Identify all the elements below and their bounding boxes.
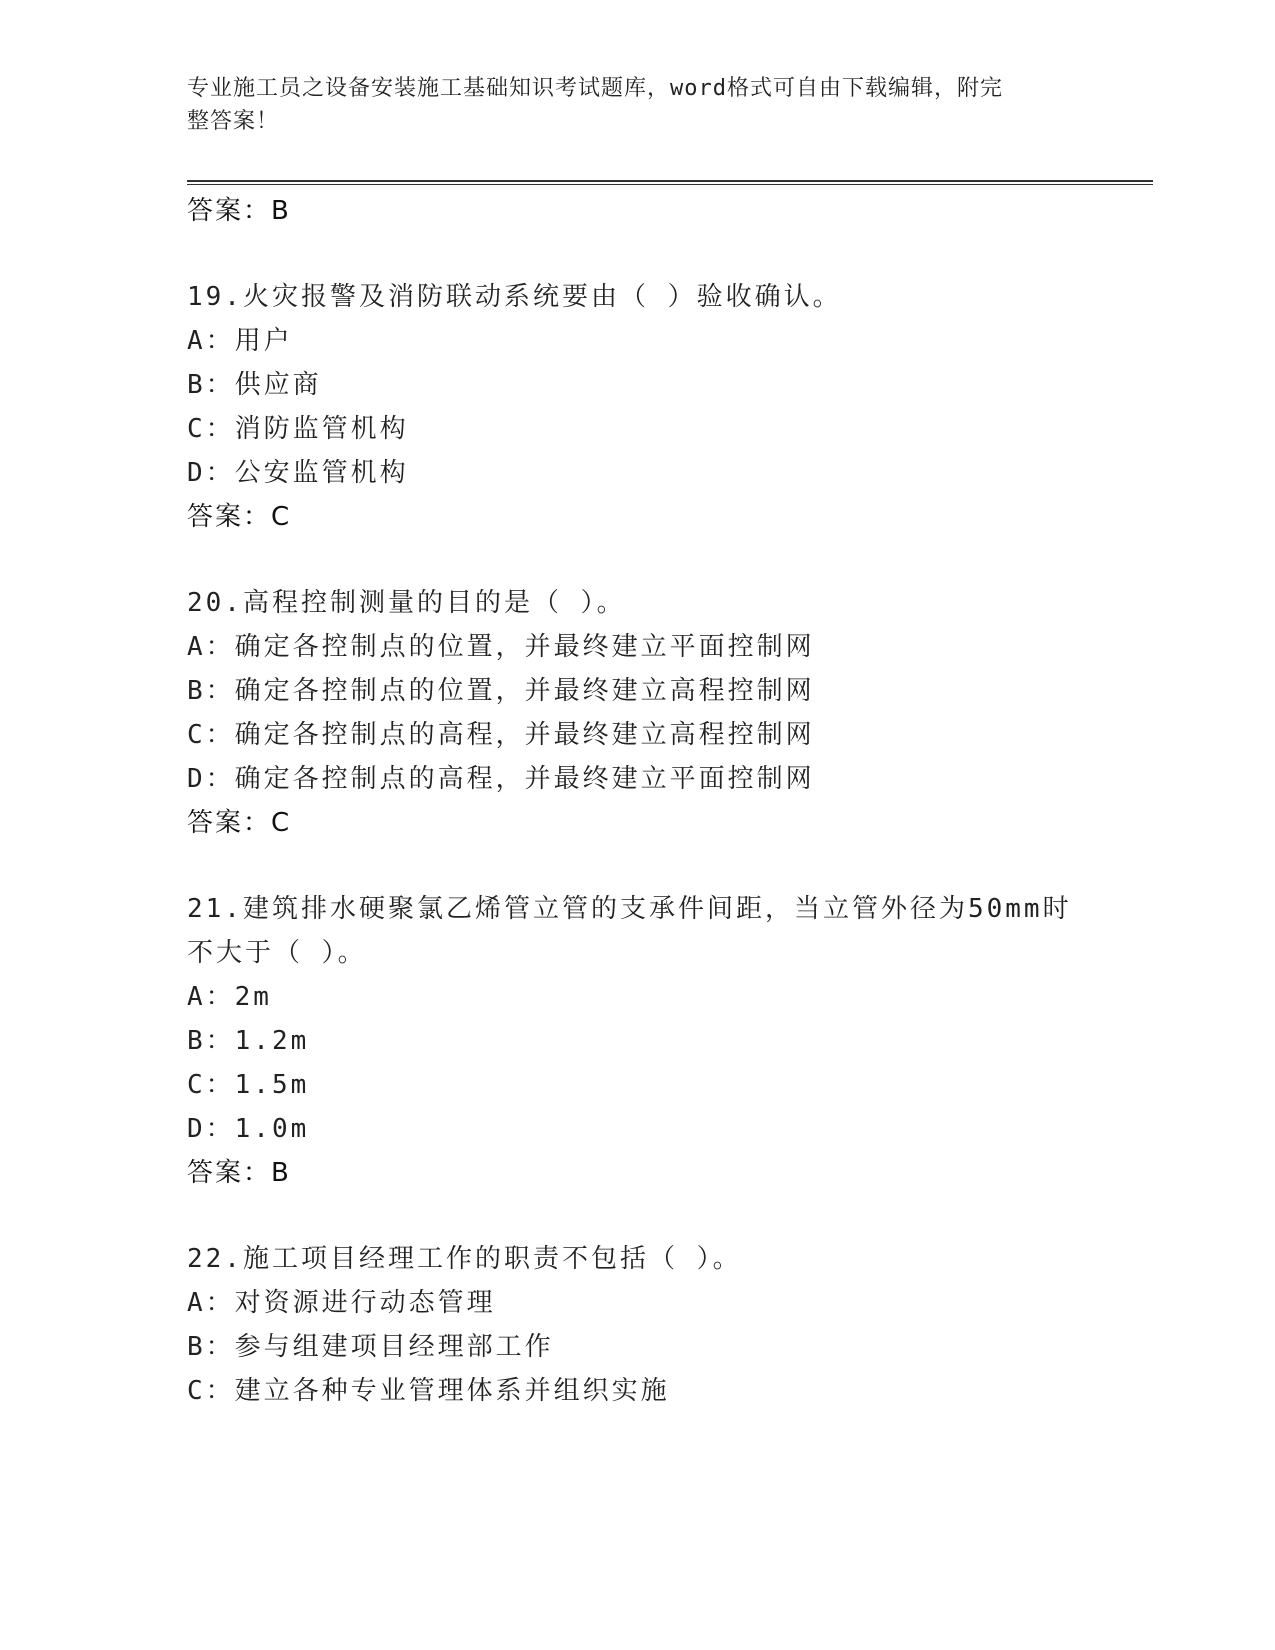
question-19-answer: 答案：C: [187, 502, 292, 532]
previous-answer: 答案：B: [187, 196, 291, 226]
question-19-option-c: C：消防监管机构: [187, 414, 409, 444]
question-20: 20.高程控制测量的目的是（ ）。: [187, 588, 626, 618]
header-line-1: 专业施工员之设备安装施工基础知识考试题库，word格式可自由下载编辑，附完: [187, 76, 1003, 101]
question-19-option-a: A：用户: [187, 326, 293, 356]
question-20-option-b: B：确定各控制点的位置，并最终建立高程控制网: [187, 676, 815, 706]
question-20-answer: 答案：C: [187, 808, 292, 838]
question-20-option-c: C：确定各控制点的高程，并最终建立高程控制网: [187, 720, 815, 750]
question-21-option-a: A：2m: [187, 982, 272, 1012]
question-20-option-a: A：确定各控制点的位置，并最终建立平面控制网: [187, 632, 815, 662]
question-19-option-d: D：公安监管机构: [187, 458, 409, 488]
question-22-option-c: C：建立各种专业管理体系并组织实施: [187, 1376, 670, 1406]
question-20-option-d: D：确定各控制点的高程，并最终建立平面控制网: [187, 764, 815, 794]
question-21-option-b: B：1.2m: [187, 1026, 310, 1056]
question-21-option-c: C：1.5m: [187, 1070, 310, 1100]
question-21-line-1: 21.建筑排水硬聚氯乙烯管立管的支承件间距，当立管外径为50mm时: [187, 894, 1072, 924]
question-19-option-b: B：供应商: [187, 370, 322, 400]
question-21-option-d: D：1.0m: [187, 1114, 310, 1144]
header-line-2: 整答案！: [187, 109, 280, 134]
header-divider-thin: [187, 184, 1153, 185]
document-header: [187, 72, 1067, 138]
question-19: 19.火灾报警及消防联动系统要由（ ）验收确认。: [187, 282, 842, 312]
question-22-option-b: B：参与组建项目经理部工作: [187, 1332, 554, 1362]
question-22: 22.施工项目经理工作的职责不包括（ ）。: [187, 1244, 742, 1274]
question-22-option-a: A：对资源进行动态管理: [187, 1288, 496, 1318]
question-21-line-2: 不大于（ ）。: [187, 938, 367, 968]
question-21-answer: 答案：B: [187, 1158, 291, 1188]
header-divider-thick: [187, 180, 1153, 182]
